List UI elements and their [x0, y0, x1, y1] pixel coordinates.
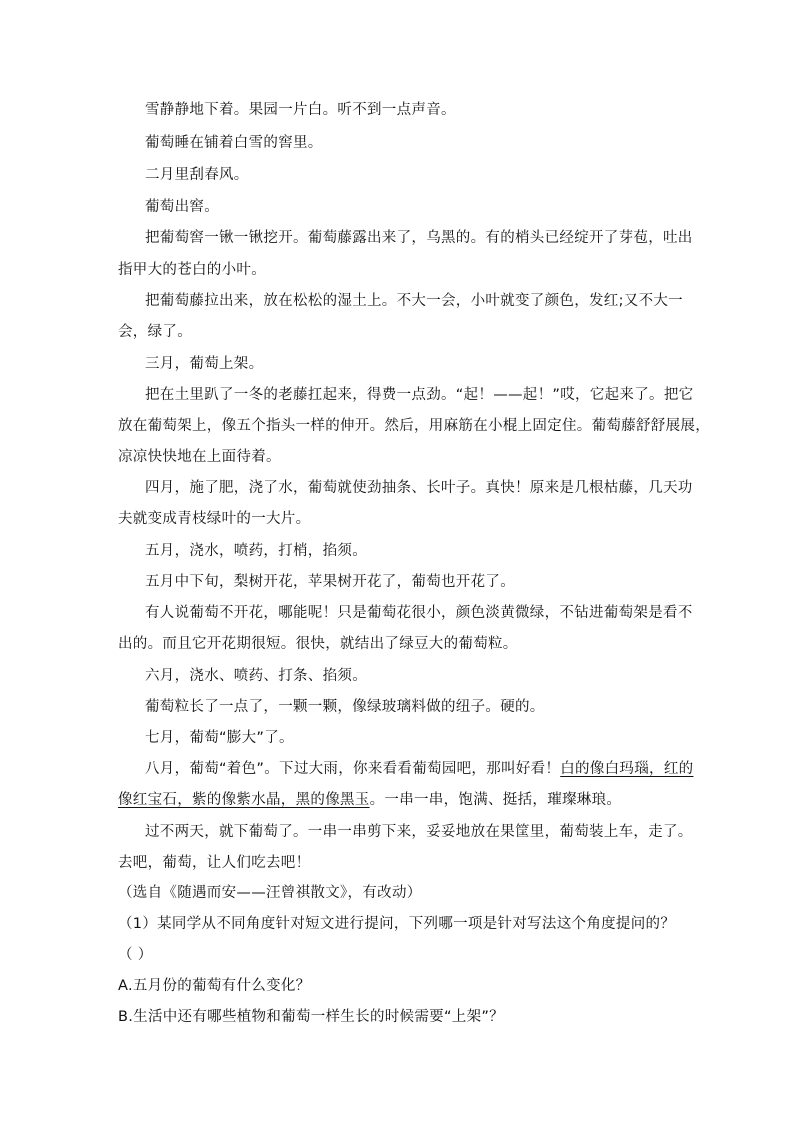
- question-text: （1）某同学从不同角度针对短文进行提问，下列哪一项是针对写法这个角度提问的？: [118, 916, 676, 932]
- option-a: A.五月份的葡萄有什么变化？: [118, 978, 311, 994]
- paragraph-line: 出的。而且它开花期很短。很快，就结出了绿豆大的葡萄粒。: [118, 636, 518, 652]
- paragraph-line: 把葡萄窖一锹一锹挖开。葡萄藤露出来了，乌黑的。有的梢头已经绽开了芽苞，吐出: [145, 230, 693, 246]
- paragraph-line: [0, 759, 794, 779]
- text-segment: 。一串一串，饱满、挺括，璀璨琳琅。: [369, 792, 622, 808]
- paragraph-line: 过不两天，就下葡萄了。一串一串剪下来，妥妥地放在果筐里，葡萄装上车，走了。: [145, 824, 693, 840]
- paragraph-line: 葡萄睡在铺着白雪的窖里。: [145, 135, 323, 151]
- paragraph-line: 把在土里趴了一冬的老藤扛起来，得费一点劲。“起！——起！”哎，它起来了。把它: [145, 387, 694, 403]
- paragraph-line: 指甲大的苍白的小叶。: [118, 262, 266, 278]
- paragraph-line: 五月，浇水，喷药，打梢，掐须。: [145, 543, 367, 559]
- paragraph-line: 夫就变成青枝绿叶的一大片。: [118, 511, 311, 527]
- paragraph-line: 把葡萄藤拉出来，放在松松的湿土上。不大一会，小叶就变了颜色，发红;又不大一: [145, 293, 683, 309]
- paragraph-line: 六月，浇水、喷药、打条、掐须。: [145, 668, 367, 684]
- paragraph-line: 去吧，葡萄，让人们吃去吧！: [118, 855, 311, 871]
- paragraph-line: 雪静静地下着。果园一片白。听不到一点声音。: [145, 102, 456, 118]
- underlined-text: 像红宝石，紫的像紫水晶，黑的像黑玉: [118, 792, 370, 808]
- underlined-text: 白的像白玛瑙，红的: [560, 761, 694, 777]
- paragraph-line: 葡萄出窖。: [145, 199, 219, 215]
- source-citation: （选自《随遇而安——汪曾祺散文》，有改动）: [118, 885, 422, 901]
- paragraph-line: 葡萄粒长了一点了，一颗一颗，像绿玻璃料做的纽子。硬的。: [145, 699, 545, 715]
- paragraph-line: [0, 790, 794, 810]
- paragraph-line: 有人说葡萄不开花，哪能呢！只是葡萄花很小，颜色淡黄微绿，不钻进葡萄架是看不: [145, 605, 693, 621]
- paragraph-line: 七月，葡萄“膨大”了。: [145, 730, 294, 746]
- paragraph-line: 三月，葡萄上架。: [145, 356, 264, 372]
- paragraph-line: 会，绿了。: [118, 324, 192, 340]
- paragraph-line: 放在葡萄架上，像五个指头一样的伸开。然后，用麻筋在小棍上固定住。葡萄藤舒舒展展，: [118, 418, 710, 434]
- paragraph-line: 二月里刮春风。: [145, 167, 249, 183]
- text-segment: 八月，葡萄“着色”。下过大雨，你来看看葡萄园吧，那叫好看！: [145, 761, 561, 777]
- option-b: B.生活中还有哪些植物和葡萄一样生长的时候需要“上架”？: [118, 1009, 504, 1025]
- paragraph-line: 四月，施了肥，浇了水，葡萄就使劲抽条、长叶子。真快！原来是几根枯藤，几天功: [145, 480, 693, 496]
- paragraph-line: 凉凉快快地在上面待着。: [118, 449, 281, 465]
- paragraph-line: 五月中下旬，梨树开花，苹果树开花了，葡萄也开花了。: [145, 574, 515, 590]
- answer-blank: （ ）: [118, 947, 153, 963]
